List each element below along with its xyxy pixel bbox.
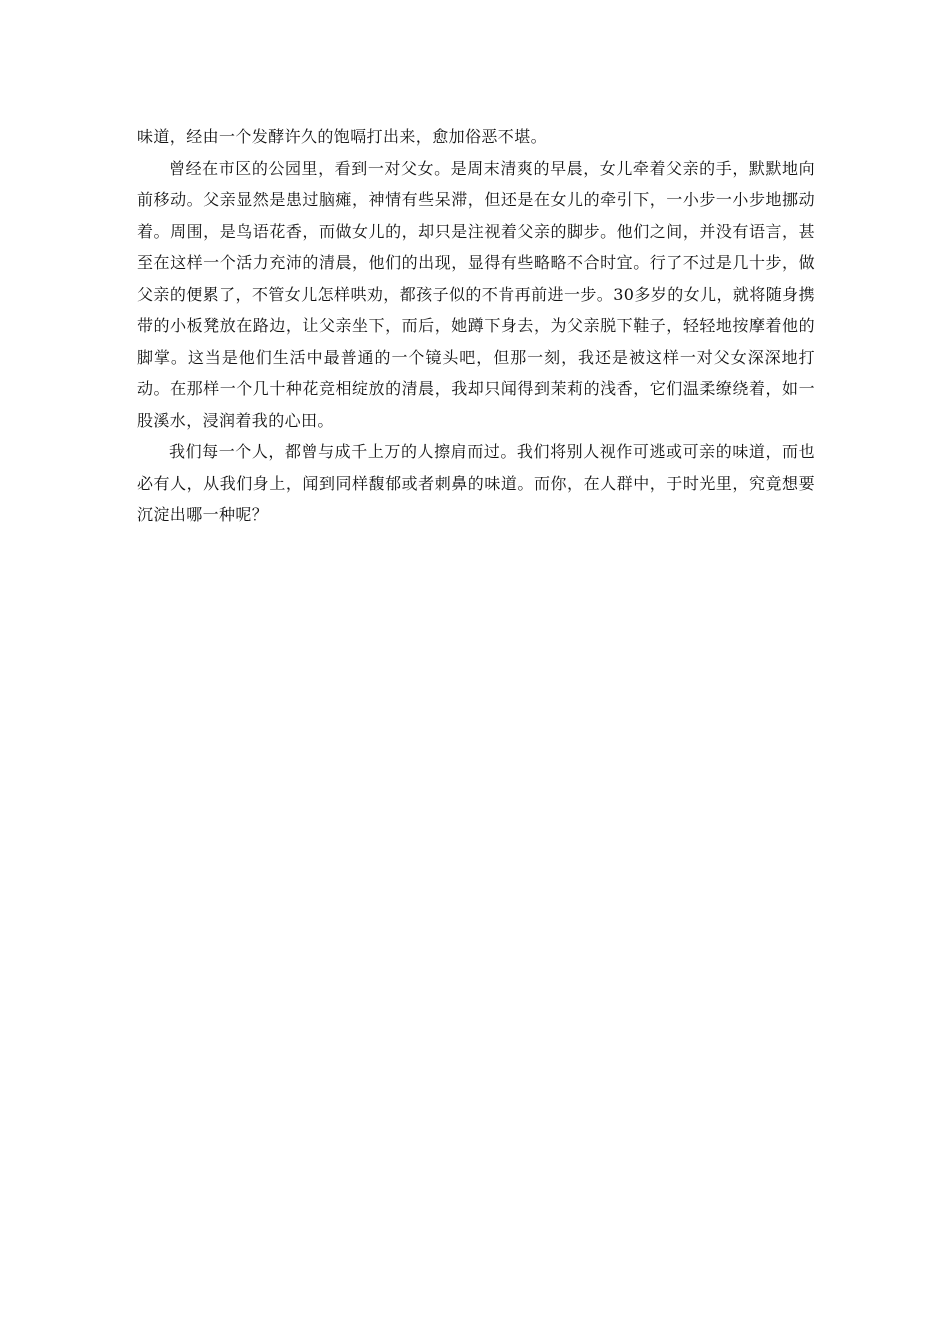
paragraph-continuation: 味道，经由一个发酵许久的饱嗝打出来，愈加俗恶不堪。 — [137, 127, 548, 146]
paragraph-father-daughter: 曾经在市区的公园里，看到一对父女。是周末清爽的早晨，女儿牵着父亲的手，默默地向前移动。父亲显然是患过脑瘫，神情有些呆滞，但还是在女儿的牵引下，一小步一小步地挪动着。周围，是鸟语花香，而做女儿的，却只是注视着父亲的脚步。他们之间，并没有语言，甚至在这样一个活力充沛的清晨，他们的出现，显得有些略略不合时宜。行了不过是几十步，做父亲的便累了，不管女儿怎样哄劝，都孩子似的不肯再前进一步。30多岁的女儿，就将随身携带的小板凳放在路边，让父亲坐下，而后，她蹲下身去，为父亲脱下鞋子，轻轻地按摩着他的脚掌。这当是他们生活中最普通的一个镜头吧，但那一刻，我还是被这样一对父女深深地打动。在那样一个几十种花竞相绽放的清晨，我却只闻得到茉莉的浅香，它们温柔缭绕着，如一股溪水，浸润着我的心田。 — [137, 158, 815, 430]
paragraph-conclusion: 我们每一个人，都曾与成千上万的人擦肩而过。我们将别人视作可逃或可亲的味道，而也必有人，从我们身上，闻到同样馥郁或者刺鼻的味道。而你，在人群中，于时光里，究竟想要沉淀出哪一种呢？ — [137, 442, 815, 524]
document-body — [137, 121, 815, 531]
